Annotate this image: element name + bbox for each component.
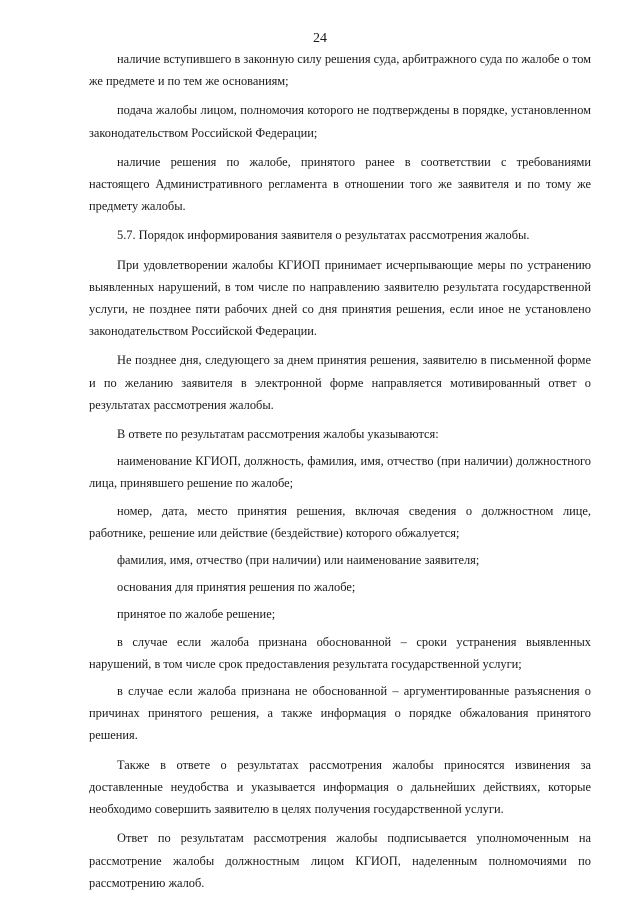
paragraph-6: В ответе по результатам рассмотрения жалобы указываются: [117,427,439,442]
section-heading-5-7: 5.7. Порядок информирования заявителя о результатах рассмотрения жалобы. [117,228,530,243]
paragraph-3: наличие решения по жалобе, принятого ранее в соответствии с требованиями настоящего Административного регламента в отношении того же заявителя и по тому же предмету жалобы. [89,154,591,214]
paragraph-4: При удовлетворении жалобы КГИОП принимает исчерпывающие меры по устранению выявленных нарушений, в том числе по направлению заявителю результата государственной услуги, не позднее пяти рабочих дней со дня принятия решения, если иное не установлено законодательством Российской Федерации. [89,257,591,339]
page-number: 24 [313,31,327,46]
paragraph-7: Также в ответе о результатах рассмотрения жалобы приносятся извинения за доставленные неудобства и указывается информация о дальнейших действиях, которые необходимо совершить заявителю в целях получения государственной услуги. [89,757,591,817]
list-item-6: в случае если жалоба признана обоснованной – сроки устранения выявленных нарушений, в том числе срок предоставления результата государственной услуги; [89,634,591,671]
list-item-3: фамилия, имя, отчество (при наличии) или наименование заявителя; [117,553,480,568]
paragraph-8: Ответ по результатам рассмотрения жалобы подписывается уполномоченным на рассмотрение жалобы должностным лицом КГИОП, наделенным полномочиями по рассмотрению жалоб. [89,831,591,890]
list-item-1: наименование КГИОП, должность, фамилия, имя, отчество (при наличии) должностного лица, принявшего решение по жалобе; [89,454,591,491]
list-item-2: номер, дата, место принятия решения, включая сведения о должностном лице, работнике, решение или действие (бездействие) которого обжалуется; [89,503,591,540]
list-item-5: принятое по жалобе решение; [117,607,276,622]
list-item-4: основания для принятия решения по жалобе; [117,580,356,595]
paragraph-1: наличие вступившего в законную силу решения суда, арбитражного суда по жалобе о том же предмете и по тем же основаниям; [89,52,591,89]
paragraph-5: Не позднее дня, следующего за днем принятия решения, заявителю в письменной форме и по желанию заявителя в электронной форме направляется мотивированный ответ о результатах рассмотрения жалобы. [89,353,591,412]
paragraph-2: подача жалобы лицом, полномочия которого не подтверждены в порядке, установленном законодательством Российской Федерации; [89,103,591,140]
document-body [89,48,591,894]
list-item-7: в случае если жалоба признана не обоснованной – аргументированные разъяснения о причинах принятого решения, а также информация о порядке обжалования принятого решения. [89,684,591,743]
